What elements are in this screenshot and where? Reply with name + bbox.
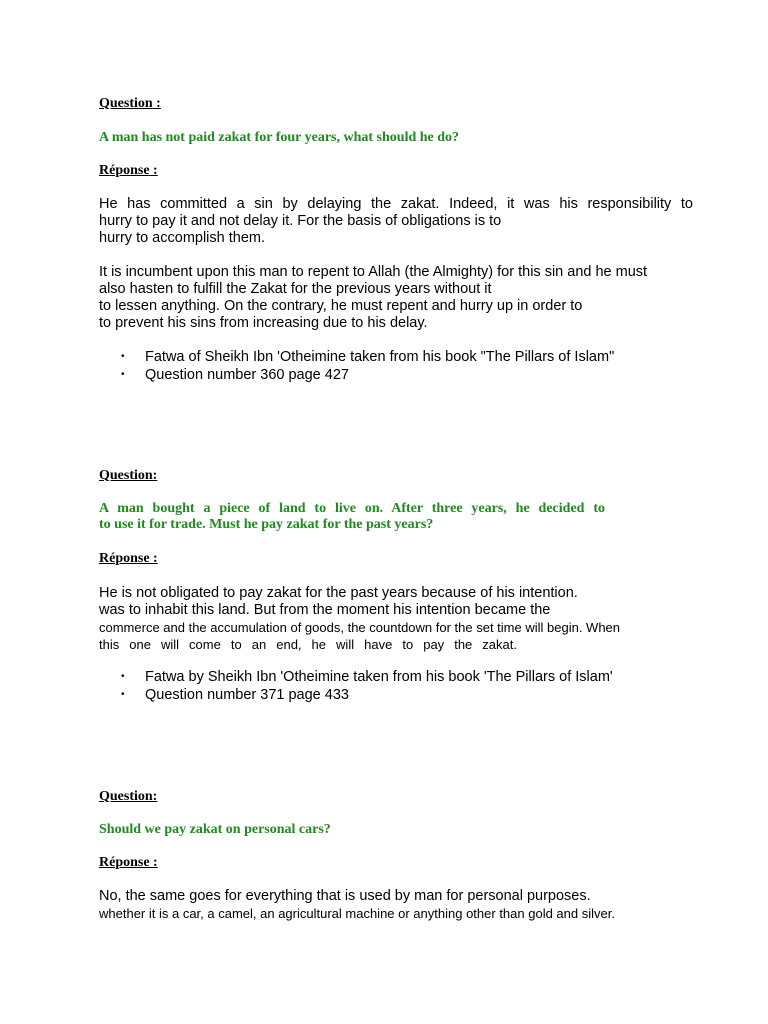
- paragraph-line: to prevent his sins from increasing due to his delay.: [99, 315, 428, 331]
- response-heading: Réponse :: [99, 163, 158, 178]
- bullet-icon: •: [121, 351, 125, 362]
- paragraph-line: He is not obligated to pay zakat for the past years because of his intention.: [99, 585, 578, 601]
- question-text: [99, 822, 331, 838]
- list-item-text: Question number 360 page 427: [145, 367, 349, 383]
- question-heading: Question:: [99, 468, 158, 483]
- paragraph-line: whether it is a car, a camel, an agricultural machine or anything other than gold and silver.: [99, 906, 615, 921]
- question-line: Should we pay zakat on personal cars?: [99, 822, 331, 837]
- list-item: [121, 668, 613, 686]
- response-heading: Réponse :: [99, 551, 158, 566]
- bullet-icon: •: [121, 369, 125, 380]
- paragraph-line: this one will come to an end, he will have to pay the zakat.: [99, 637, 517, 652]
- paragraph-line: hurry to pay it and not delay it. For the basis of obligations is to: [99, 213, 502, 229]
- paragraph-line: He has committed a sin by delaying the zakat. Indeed, it was his responsibility to: [99, 196, 693, 212]
- paragraph-line: hurry to accomplish them.: [99, 230, 266, 246]
- paragraph-line: It is incumbent upon this man to repent to Allah (the Almighty) for this sin and he must: [99, 264, 648, 280]
- question-heading: Question:: [99, 789, 158, 804]
- reference-list: [121, 348, 614, 384]
- paragraph-line: commerce and the accumulation of goods, the countdown for the set time will begin. When: [99, 620, 621, 635]
- response-paragraph: [99, 196, 693, 247]
- question-text: [99, 501, 605, 533]
- bullet-icon: •: [121, 689, 125, 700]
- list-item: [121, 686, 613, 704]
- question-line: A man has not paid zakat for four years, what should he do?: [99, 130, 460, 145]
- list-item: [121, 348, 614, 366]
- question-line: A man bought a piece of land to live on. After three years, he decided to: [99, 501, 605, 516]
- paragraph-line: also hasten to fulfill the Zakat for the previous years without it: [99, 281, 492, 297]
- question-text: [99, 130, 459, 146]
- question-heading: Question :: [99, 96, 161, 111]
- response-paragraph: [99, 585, 620, 653]
- list-item-text: Fatwa of Sheikh Ibn 'Otheimine taken from his book "The Pillars of Islam": [145, 349, 615, 365]
- response-paragraph: [99, 888, 615, 922]
- response-paragraph: [99, 264, 647, 332]
- response-heading: Réponse :: [99, 855, 158, 870]
- paragraph-line: to lessen anything. On the contrary, he must repent and hurry up in order to: [99, 298, 583, 314]
- list-item-text: Fatwa by Sheikh Ibn 'Otheimine taken from his book 'The Pillars of Islam': [145, 669, 613, 685]
- reference-list: [121, 668, 613, 704]
- list-item-text: Question number 371 page 433: [145, 687, 349, 703]
- list-item: [121, 366, 614, 384]
- paragraph-line: was to inhabit this land. But from the moment his intention became the: [99, 602, 551, 618]
- bullet-icon: •: [121, 671, 125, 682]
- question-line: to use it for trade. Must he pay zakat for the past years?: [99, 517, 434, 532]
- paragraph-line: No, the same goes for everything that is used by man for personal purposes.: [99, 888, 591, 904]
